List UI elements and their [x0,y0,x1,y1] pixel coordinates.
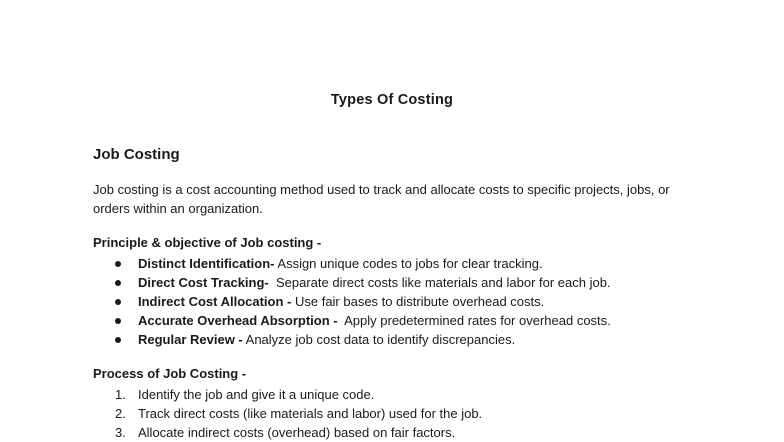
list-item [93,311,611,330]
list-item [93,404,482,423]
list-item [93,273,611,292]
principle-term: Direct Cost Tracking- [138,275,269,290]
bullet-icon [115,261,121,267]
process-heading: Process of Job Costing - [93,366,247,381]
principle-text: Assign unique codes to jobs for clear tracking. [274,256,543,271]
principle-text: Apply predetermined rates for overhead costs. [337,313,611,328]
principle-term: Indirect Cost Allocation - [138,294,292,309]
bullet-icon [115,337,121,343]
bullet-icon [115,299,121,305]
section-heading: Job Costing [93,146,180,163]
principles-list [93,254,611,349]
document-title: Types Of Costing [330,92,454,108]
step-text: Identify the job and give it a unique code. [138,387,375,402]
principle-text: Analyze job cost data to identify discrepancies. [242,332,516,347]
list-item [93,423,482,442]
step-number: 3. [115,425,126,440]
principle-term: Distinct Identification- [138,256,275,271]
list-item [93,330,611,349]
bullet-icon [115,318,121,324]
step-text: Allocate indirect costs (overhead) based on fair factors. [138,425,456,440]
intro-paragraph: Job costing is a cost accounting method used to track and allocate costs to specific projects, jobs, or orders within an organization. [93,182,670,216]
step-text: Track direct costs (like materials and labor) used for the job. [138,406,483,421]
principle-term: Regular Review - [138,332,243,347]
list-item [93,254,611,273]
list-item [93,385,482,404]
principle-text: Separate direct costs like materials and labor for each job. [268,275,611,290]
list-item [93,292,611,311]
process-steps-list [93,385,482,442]
step-number: 1. [115,387,126,402]
bullet-icon [115,280,121,286]
principles-heading: Principle & objective of Job costing - [93,235,322,250]
principle-text: Use fair bases to distribute overhead costs. [291,294,545,309]
step-number: 2. [115,406,126,421]
principle-term: Accurate Overhead Absorption - [138,313,338,328]
